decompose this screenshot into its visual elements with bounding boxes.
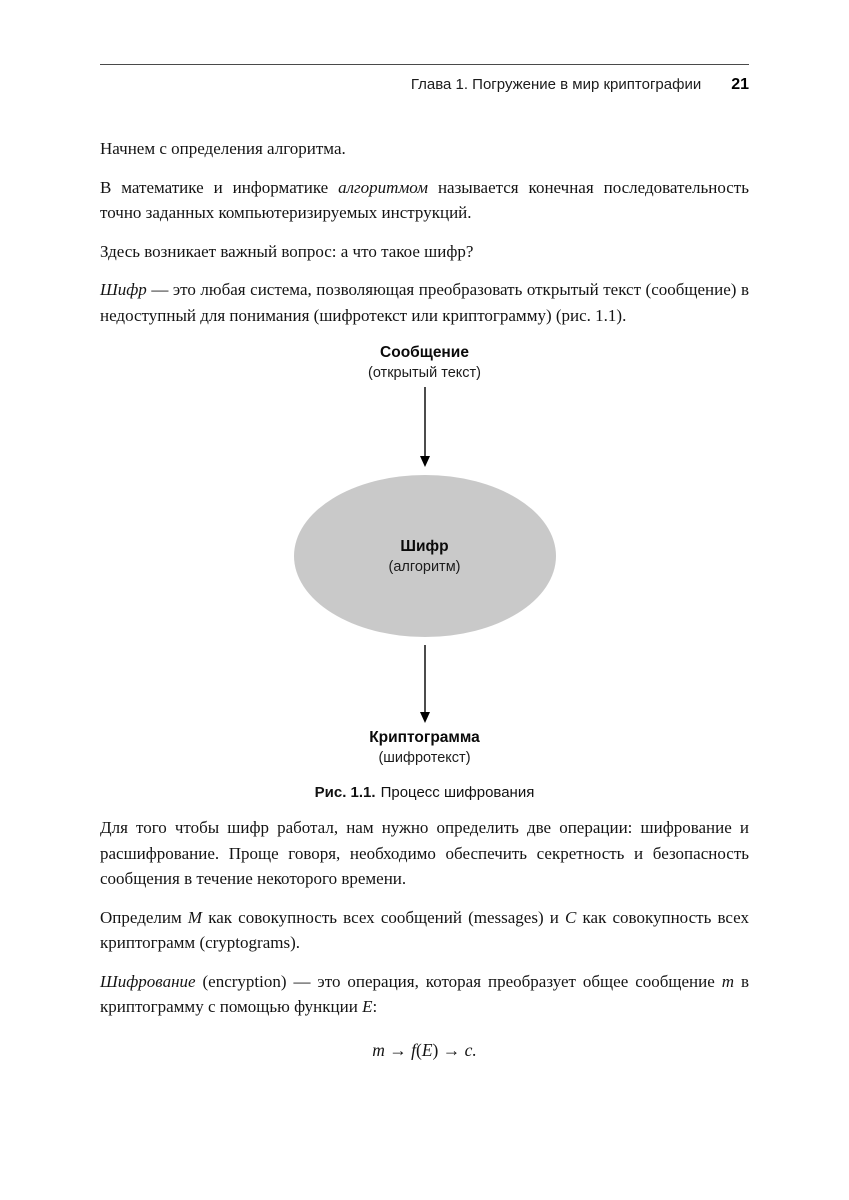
var-E: E (362, 997, 373, 1016)
term-encryption: Шифрование (100, 971, 196, 991)
paren-open: ( (416, 1039, 422, 1060)
text-run: Здесь возникает важный вопрос: а что такое шифр? (100, 241, 474, 261)
arrow-down-icon (418, 645, 432, 723)
var-m: m (372, 1039, 385, 1060)
text-run: как совокупность всех сообщений (messages) и (202, 907, 566, 927)
page-body (100, 136, 749, 1061)
var-M: M (187, 907, 203, 927)
header-rule (100, 64, 749, 65)
arrow-symbol: ) → (432, 1039, 465, 1060)
figure-bottom-sublabel: (шифротекст) (378, 750, 471, 766)
text-run: Для того чтобы шифр работал, нам нужно определить две операции: шифрование и расшифрование. Проще говоря, необходимо обеспечить секретность и безопасность сообщения в течение некоторого времени. (100, 818, 749, 888)
text-run: (encryption) — это операция, которая преобразует общее сообщение (195, 971, 722, 991)
var-m: m (721, 971, 734, 991)
paragraph-encryption-definition (100, 969, 749, 1020)
paragraph-algorithm-definition (100, 175, 749, 226)
figure-top-label: Сообщение (380, 344, 469, 361)
text-run: : (372, 997, 378, 1016)
paragraph-sets-definition (100, 905, 749, 956)
encryption-formula (100, 1040, 749, 1061)
arrow-symbol: → (384, 1039, 412, 1060)
term-cipher: Шифр (100, 280, 147, 299)
chapter-title: Глава 1. Погружение в мир криптографии (410, 76, 702, 93)
var-c: c. (464, 1039, 477, 1060)
text-run: Начнем с определения алгоритма. (100, 139, 346, 158)
text-run: в криптограмму с помощью функции (100, 971, 749, 1016)
figure-top-sublabel: (открытый текст) (367, 365, 481, 381)
paragraph-intro (100, 136, 749, 162)
cipher-ellipse (294, 475, 556, 637)
term-algorithm: алгоритмом (338, 177, 429, 197)
var-E: E (421, 1039, 433, 1060)
func-f: f (411, 1039, 416, 1060)
text-run: как совокупность всех криптограмм (cryptograms). (100, 907, 749, 952)
page-header (100, 64, 749, 94)
caption-text: Процесс шифрования (380, 784, 535, 801)
text-run: — это любая система, позволяющая преобразовать открытый текст (сообщение) в недоступный для понимания (шифротекст или криптограмму) (рис. 1.1). (100, 280, 749, 325)
page-number: 21 (731, 76, 749, 93)
arrow-down-icon (418, 387, 432, 467)
text-run: В математике и информатике (100, 177, 339, 197)
paragraph-question (100, 239, 749, 265)
figure-caption (315, 784, 535, 801)
ellipse-label: Шифр (400, 537, 449, 555)
figure-encryption-process (100, 344, 749, 801)
text-run: Определим (100, 907, 188, 927)
paragraph-two-operations (100, 815, 749, 892)
text-run: называется конечная последовательность точно заданных компьютеризируемых инструкций. (100, 177, 749, 222)
paragraph-cipher-definition (100, 277, 749, 328)
var-C: C (565, 907, 577, 927)
caption-number: Рис. 1.1. (314, 784, 376, 801)
ellipse-sublabel: (алгоритм) (388, 558, 461, 575)
figure-bottom-label: Криптограмма (369, 729, 480, 746)
